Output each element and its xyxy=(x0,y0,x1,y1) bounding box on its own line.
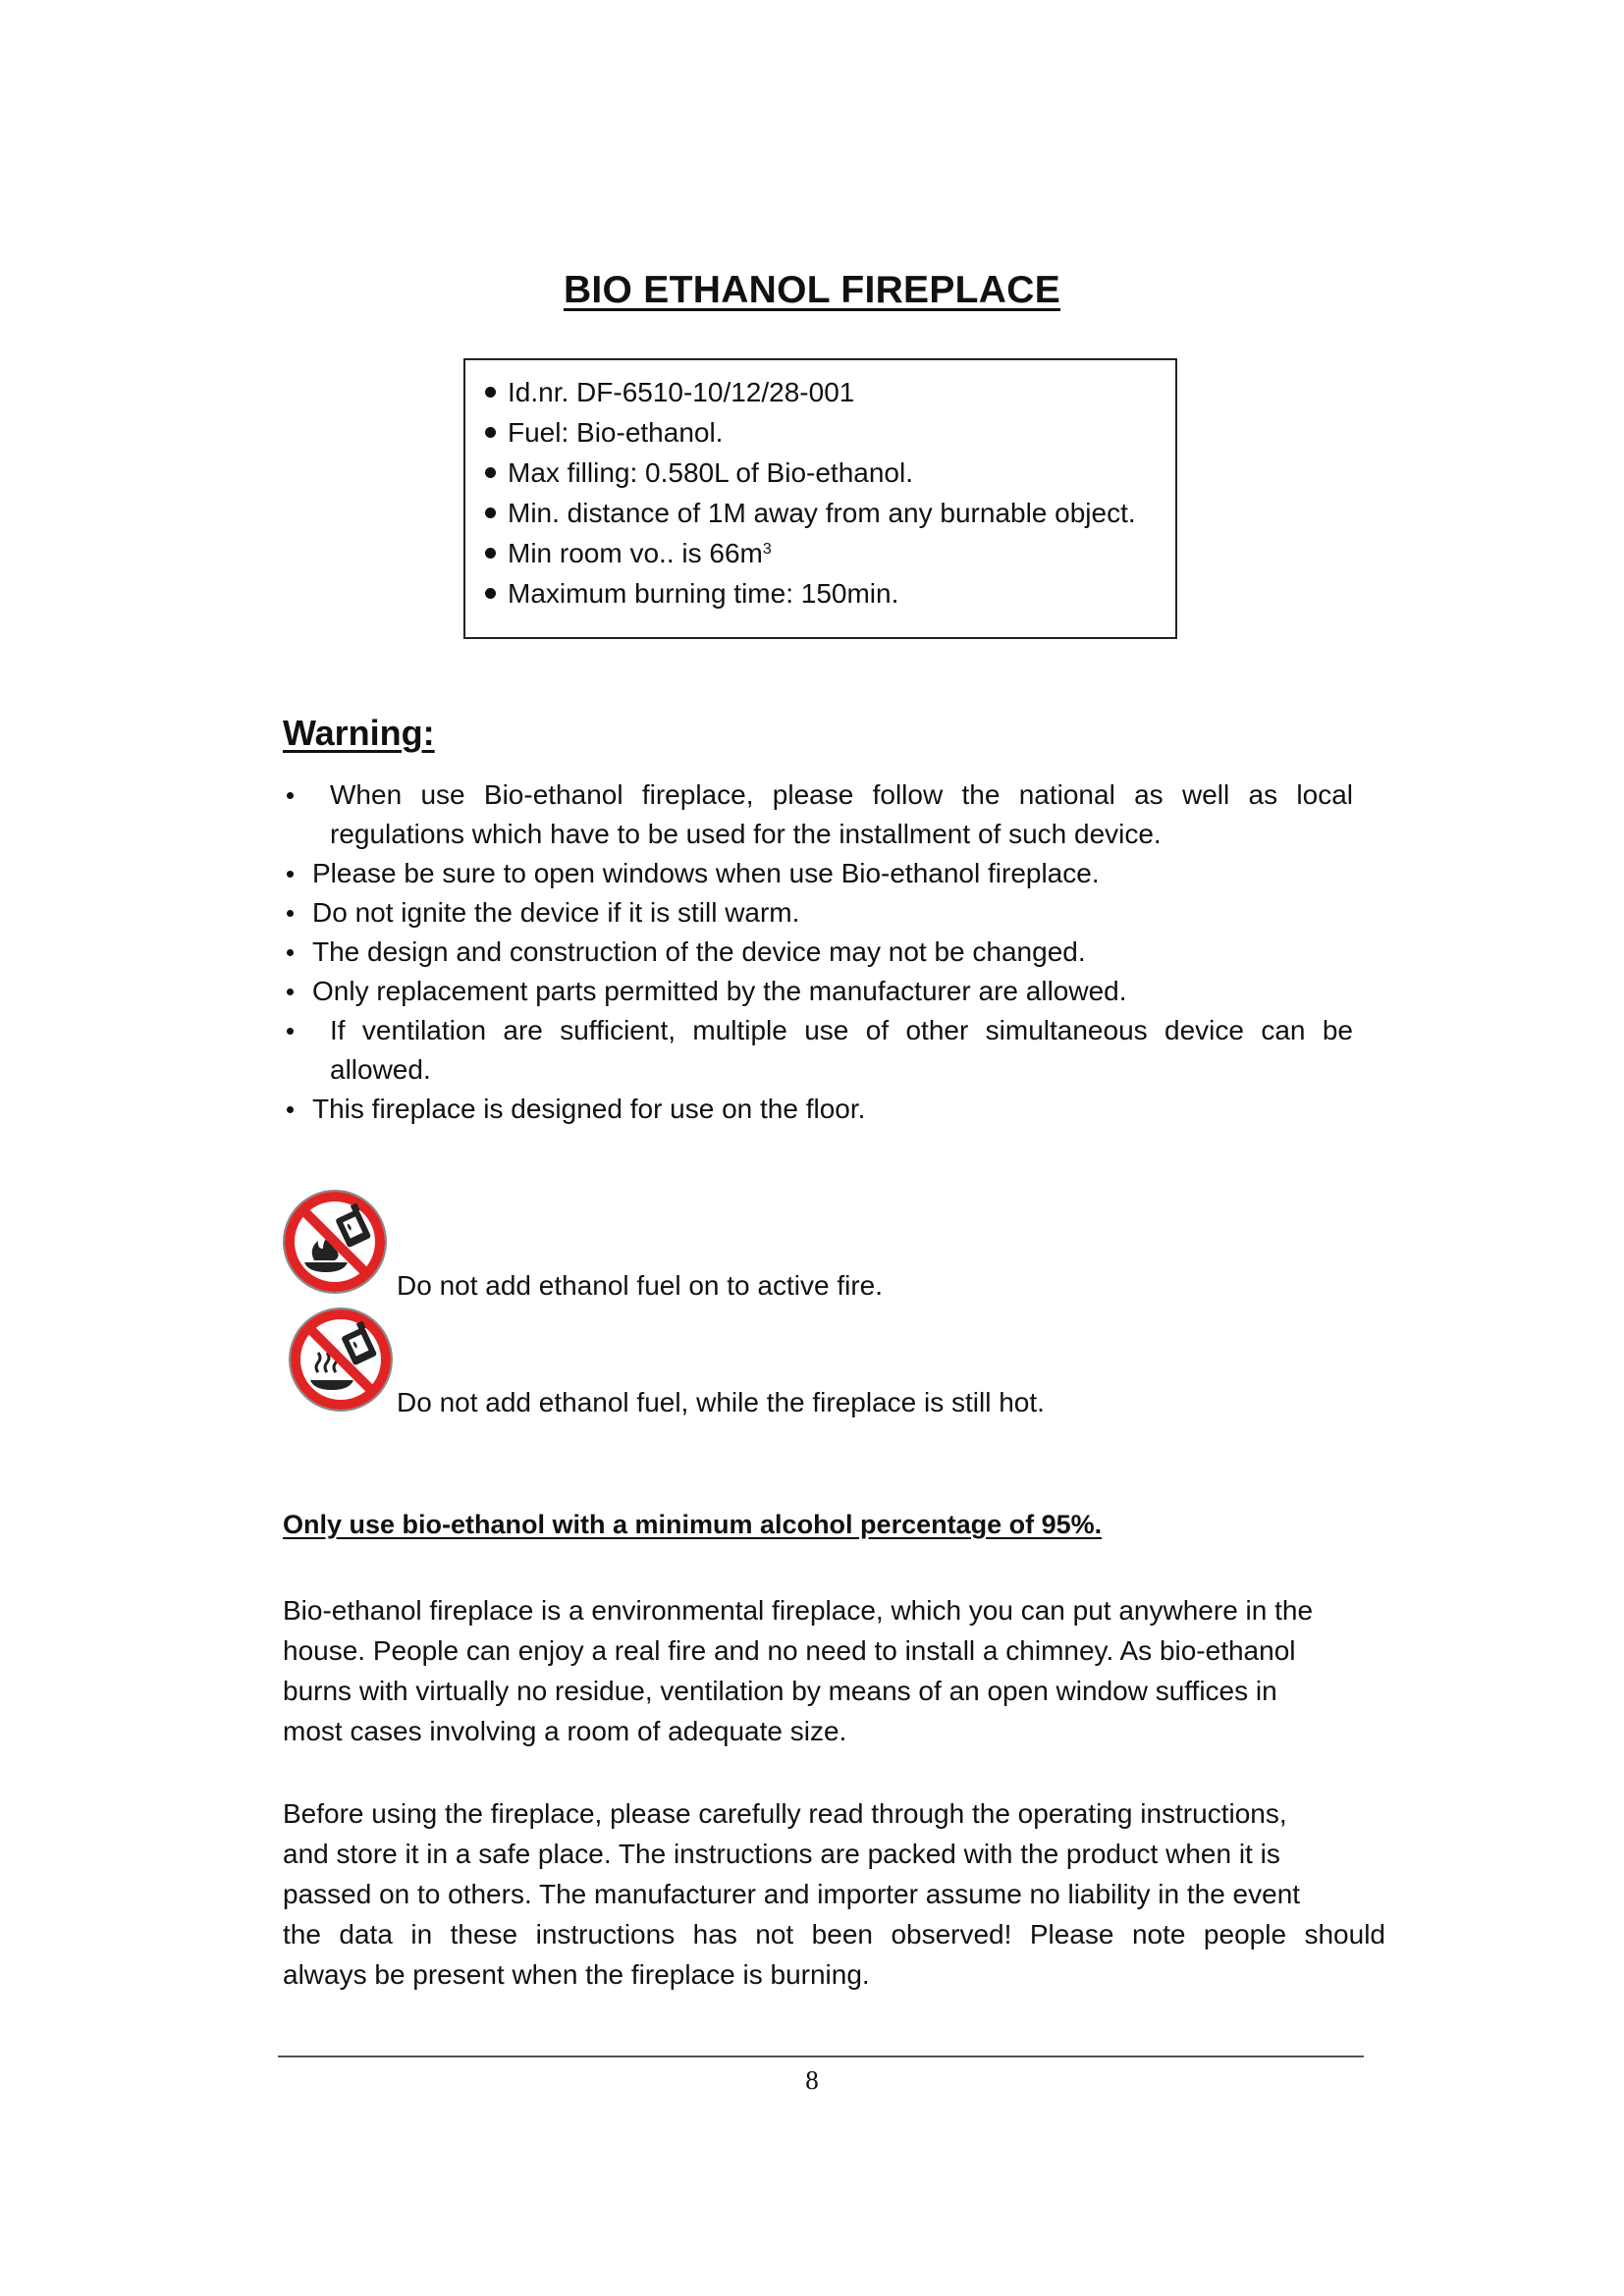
warning-item: Only replacement parts permitted by the manufacturer are allowed. xyxy=(283,972,1353,1011)
warning-item: The design and construction of the device may not be changed. xyxy=(283,933,1353,972)
bullet-dot xyxy=(485,427,496,438)
fuel-requirement-note: Only use bio-ethanol with a minimum alcohol percentage of 95%. xyxy=(283,1510,1103,1539)
bullet-dot xyxy=(485,507,496,518)
bullet-dot xyxy=(485,588,496,599)
spec-item: Fuel: Bio-ethanol. xyxy=(485,412,1175,453)
footer-rule xyxy=(278,2056,1364,2057)
warning-list xyxy=(283,775,1353,1129)
warning-item: Do not ignite the device if it is still warm. xyxy=(283,893,1353,933)
no-fuel-on-fire-icon xyxy=(281,1188,389,1296)
paragraph-line: Bio-ethanol fireplace is a environmental fireplace, which you can put anywhere in the xyxy=(283,1595,1314,1626)
paragraph-line: the data in these instructions has not been observed! Please note people should xyxy=(283,1919,1385,1949)
no-fuel-while-hot-icon xyxy=(287,1306,395,1414)
paragraph-intro xyxy=(283,1590,1385,1751)
bullet-dot xyxy=(287,1028,294,1035)
spec-item: Min room vo.. is $66m^3$ xyxy=(485,533,1175,573)
warning-item: This fireplace is designed for use on the floor. xyxy=(283,1090,1353,1129)
sign-caption: Do not add ethanol fuel, while the fireplace is still hot. xyxy=(397,1387,1045,1417)
spec-item: Min. distance of 1M away from any burnable object. xyxy=(485,493,1175,533)
spec-item: Id.nr. DF-6510-10/12/28-001 xyxy=(485,372,1175,412)
warning-item: If ventilation are sufficient, multiple use of other simultaneous device can be allowed. xyxy=(283,1011,1353,1090)
sign-caption: Do not add ethanol fuel on to active fire. xyxy=(397,1270,883,1301)
bullet-dot xyxy=(485,467,496,478)
warning-item: Please be sure to open windows when use Bio-ethanol fireplace. xyxy=(283,854,1353,893)
paragraph-line: always be present when the fireplace is burning. xyxy=(283,1959,870,1990)
document-title: BIO ETHANOL FIREPLACE xyxy=(563,269,1061,311)
warning-item: When use Bio-ethanol fireplace, please follow the national as well as local regulations which have to be used for the installment of such device. xyxy=(283,775,1353,854)
paragraph-line: passed on to others. The manufacturer and importer assume no liability in the event xyxy=(283,1879,1301,1909)
paragraph-line: house. People can enjoy a real fire and no need to install a chimney. As bio-ethanol xyxy=(283,1635,1296,1666)
superscript: 3 xyxy=(762,541,772,558)
bullet-dot xyxy=(287,988,294,995)
spec-item: Maximum burning time: 150min. xyxy=(485,573,1175,614)
spec-item: Max filling: 0.580L of Bio-ethanol. xyxy=(485,453,1175,493)
page-number: 8 xyxy=(805,2065,819,2095)
bullet-dot xyxy=(287,949,294,956)
paragraph-instructions xyxy=(283,1793,1385,1995)
bullet-dot xyxy=(287,871,294,878)
bullet-dot xyxy=(485,548,496,559)
paragraph-line: burns with virtually no residue, ventilation by means of an open window suffices in xyxy=(283,1676,1277,1706)
paragraph-line: Before using the fireplace, please carefully read through the operating instructions, xyxy=(283,1798,1287,1829)
paragraph-line: and store it in a safe place. The instructions are packed with the product when it is xyxy=(283,1839,1280,1869)
paragraph-line: most cases involving a room of adequate size. xyxy=(283,1716,847,1746)
warning-heading: Warning: xyxy=(283,713,435,753)
bullet-dot xyxy=(287,792,294,799)
spec-box xyxy=(463,358,1177,639)
bullet-dot xyxy=(287,1106,294,1113)
bullet-dot xyxy=(287,910,294,917)
bullet-dot xyxy=(485,387,496,398)
